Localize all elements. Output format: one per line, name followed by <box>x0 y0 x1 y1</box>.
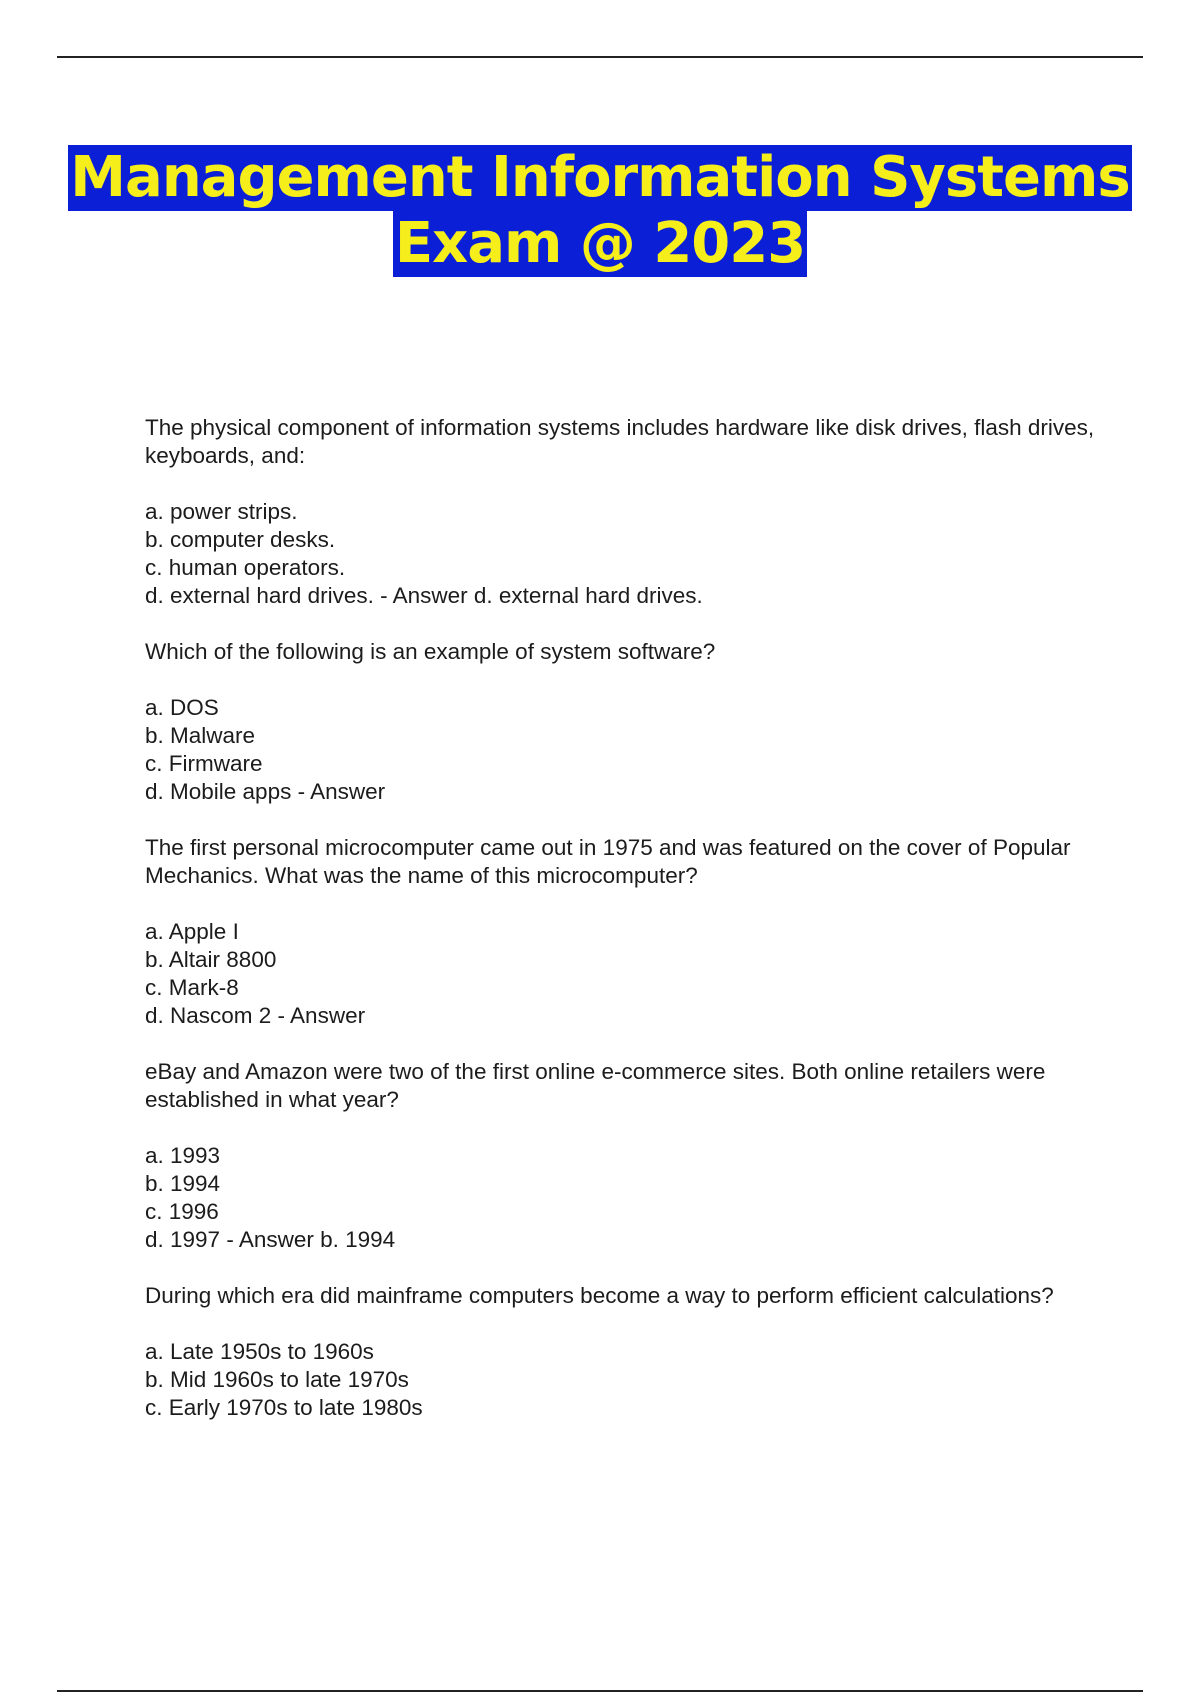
question-text: The first personal microcomputer came out in 1975 and was featured on the cover of Popular Mechanics. What was the name of this microcomputer? <box>145 835 1071 888</box>
question-3 <box>145 834 1095 1030</box>
option-c: c. Firmware <box>145 751 263 776</box>
option-b: b. 1994 <box>145 1171 221 1196</box>
option-a: a. 1993 <box>145 1143 221 1168</box>
option-a: a. Late 1950s to 1960s <box>145 1339 374 1364</box>
option-a: a. Apple I <box>145 919 239 944</box>
question-1 <box>145 414 1095 610</box>
option-c: c. 1996 <box>145 1199 219 1224</box>
option-list <box>145 694 1095 806</box>
question-text: During which era did mainframe computers become a way to perform efficient calculations? <box>145 1283 1054 1308</box>
question-2 <box>145 638 1095 806</box>
question-5 <box>145 1282 1095 1422</box>
option-c: c. Early 1970s to late 1980s <box>145 1395 423 1420</box>
question-text: The physical component of information systems includes hardware like disk drives, flash drives, keyboards, and: <box>145 415 1095 468</box>
option-d: d. 1997 - Answer b. 1994 <box>145 1227 396 1252</box>
option-list <box>145 918 1095 1030</box>
option-d: d. Mobile apps - Answer <box>145 779 386 804</box>
option-a: a. DOS <box>145 695 219 720</box>
option-b: b. Altair 8800 <box>145 947 277 972</box>
option-a: a. power strips. <box>145 499 298 524</box>
title-line-1: Management Information Systems <box>70 145 1130 210</box>
option-d: d. external hard drives. - Answer d. external hard drives. <box>145 583 703 608</box>
option-d: d. Nascom 2 - Answer <box>145 1003 366 1028</box>
option-list <box>145 1338 1095 1422</box>
footer-rule <box>57 1690 1143 1692</box>
option-c: c. human operators. <box>145 555 346 580</box>
header-rule <box>57 56 1143 58</box>
option-list <box>145 498 1095 610</box>
option-c: c. Mark-8 <box>145 975 239 1000</box>
question-4 <box>145 1058 1095 1254</box>
option-b: b. Malware <box>145 723 256 748</box>
option-b: b. computer desks. <box>145 527 336 552</box>
question-text: eBay and Amazon were two of the first online e-commerce sites. Both online retailers were established in what year? <box>145 1059 1046 1112</box>
title-line-2: Exam @ 2023 <box>394 211 806 276</box>
page-title <box>0 145 1200 277</box>
question-list <box>145 414 1095 1450</box>
option-list <box>145 1142 1095 1254</box>
option-b: b. Mid 1960s to late 1970s <box>145 1367 409 1392</box>
question-text: Which of the following is an example of system software? <box>145 639 716 664</box>
